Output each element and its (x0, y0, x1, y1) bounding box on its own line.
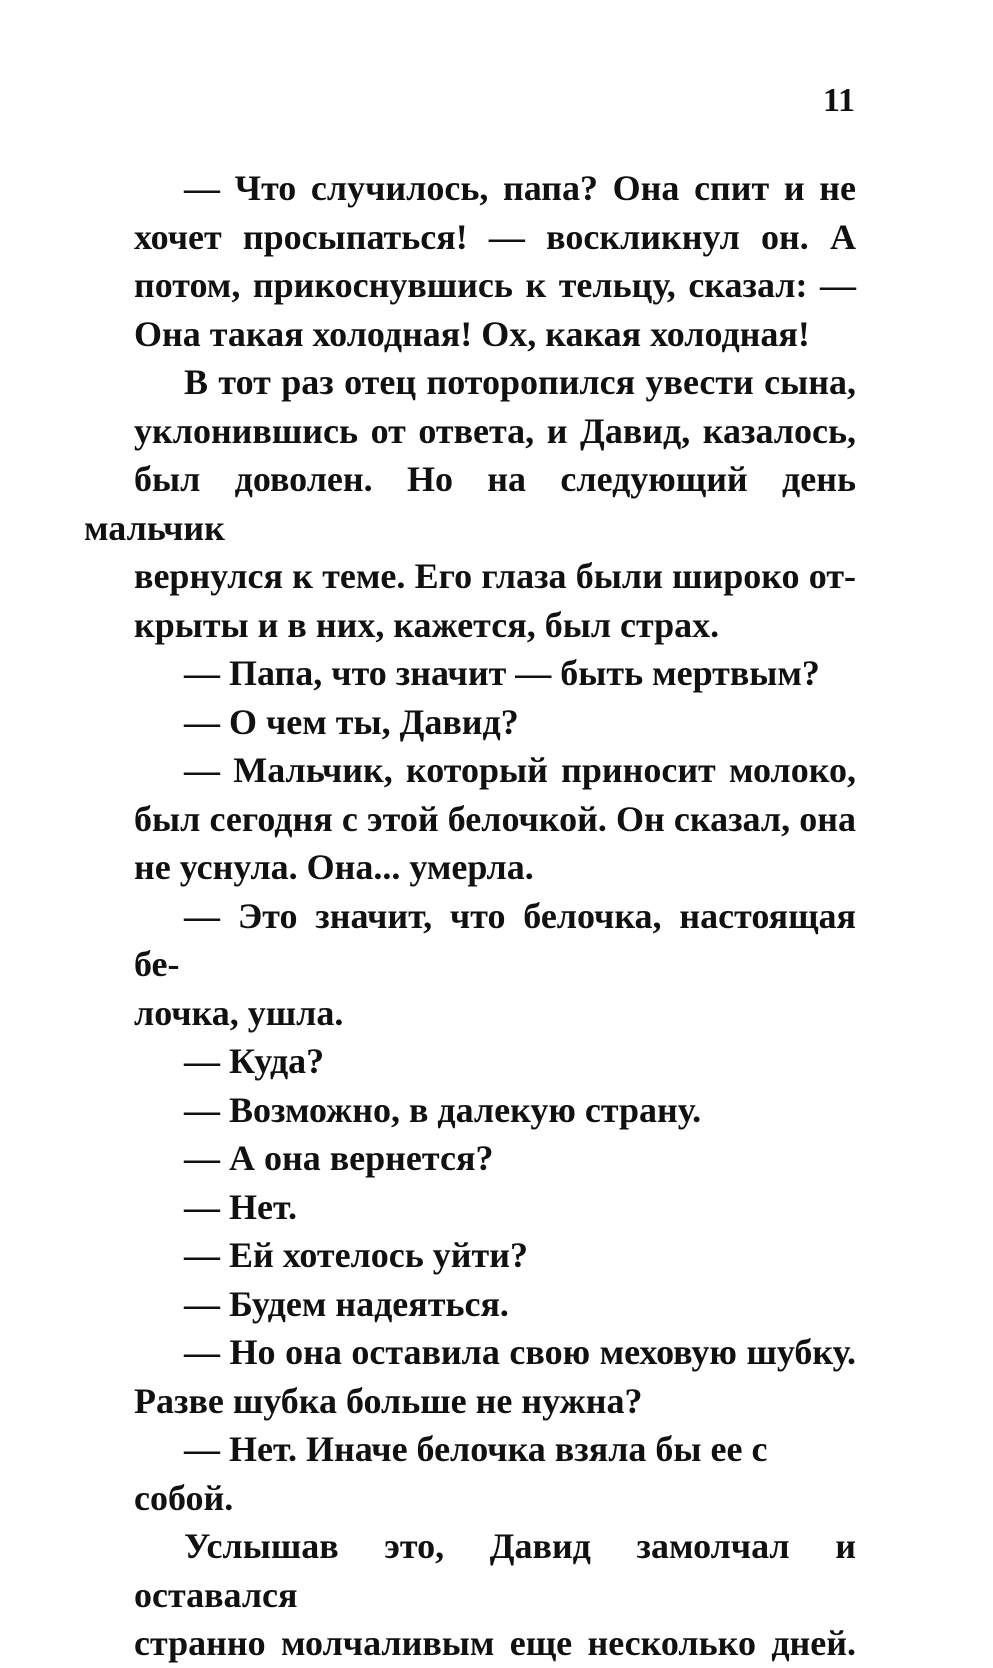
paragraph-3 (134, 649, 856, 698)
text-line: крыты и в них, кажется, был страх. (134, 604, 720, 645)
text-line: — Нет. Иначе белочка взяла бы ее с собой. (134, 1429, 768, 1518)
text-line: был доволен. Но на следующий день мальчик (84, 459, 856, 548)
text-line: В тот раз отец поторопился увести сына, (184, 362, 856, 402)
body-text (84, 164, 856, 1668)
paragraph-5 (134, 746, 856, 892)
text-line: — Но она оставила свою меховую шубку. (184, 1332, 856, 1372)
text-line: хочет просыпаться! — воскликнул он. А (134, 216, 856, 257)
text-line: — Что случилось, папа? Она спит и не (184, 168, 856, 208)
text-line: — Возможно, в далекую страну. (184, 1089, 702, 1130)
paragraph-6 (134, 892, 856, 1038)
text-line: Разве шубка больше не нужна? (134, 1380, 643, 1421)
paragraph-1 (134, 164, 856, 358)
text-line: — Будем надеяться. (184, 1283, 509, 1324)
paragraph-13 (134, 1328, 856, 1425)
text-line: Она такая холодная! Ох, какая холодная! (134, 313, 810, 354)
paragraph-7 (134, 1037, 856, 1086)
page-number: 11 (822, 82, 855, 119)
text-line: — Ей хотелось уйти? (184, 1235, 528, 1275)
text-line: — Куда? (184, 1041, 325, 1081)
text-line: был сегодня с этой белочкой. Он сказал, она (134, 798, 856, 839)
text-line: уклонившись от ответа, и Давид, казалось, (134, 410, 856, 451)
paragraph-12 (134, 1280, 856, 1329)
text-line: — Папа, что значит — быть мертвым? (184, 653, 820, 693)
paragraph-4 (134, 698, 856, 747)
paragraph-2 (84, 358, 856, 649)
text-line: — Это значит, что белочка, настоящая бе- (134, 895, 856, 984)
paragraph-8 (134, 1086, 856, 1135)
paragraph-11 (134, 1231, 856, 1280)
text-line: — Нет. (184, 1186, 297, 1227)
text-line: вернулся к теме. Его глаза были широко от- (134, 556, 856, 596)
text-line: странно молчаливым еще несколько дней. (134, 1623, 856, 1663)
text-line: — О чем ты, Давид? (184, 701, 519, 742)
text-line: не уснула. Она... умерла. (134, 847, 534, 887)
text-line: — А она вернется? (184, 1138, 494, 1178)
paragraph-14 (134, 1425, 856, 1522)
text-line: лочка, ушла. (134, 992, 344, 1033)
text-line: — Мальчик, который приносит молоко, (184, 750, 856, 790)
paragraph-15 (134, 1522, 856, 1668)
text-line: потом, прикоснувшись к тельцу, сказал: — (134, 265, 856, 305)
paragraph-10 (134, 1183, 856, 1232)
text-line: Услышав это, Давид замолчал и оставался (134, 1526, 856, 1615)
paragraph-9 (134, 1134, 856, 1183)
